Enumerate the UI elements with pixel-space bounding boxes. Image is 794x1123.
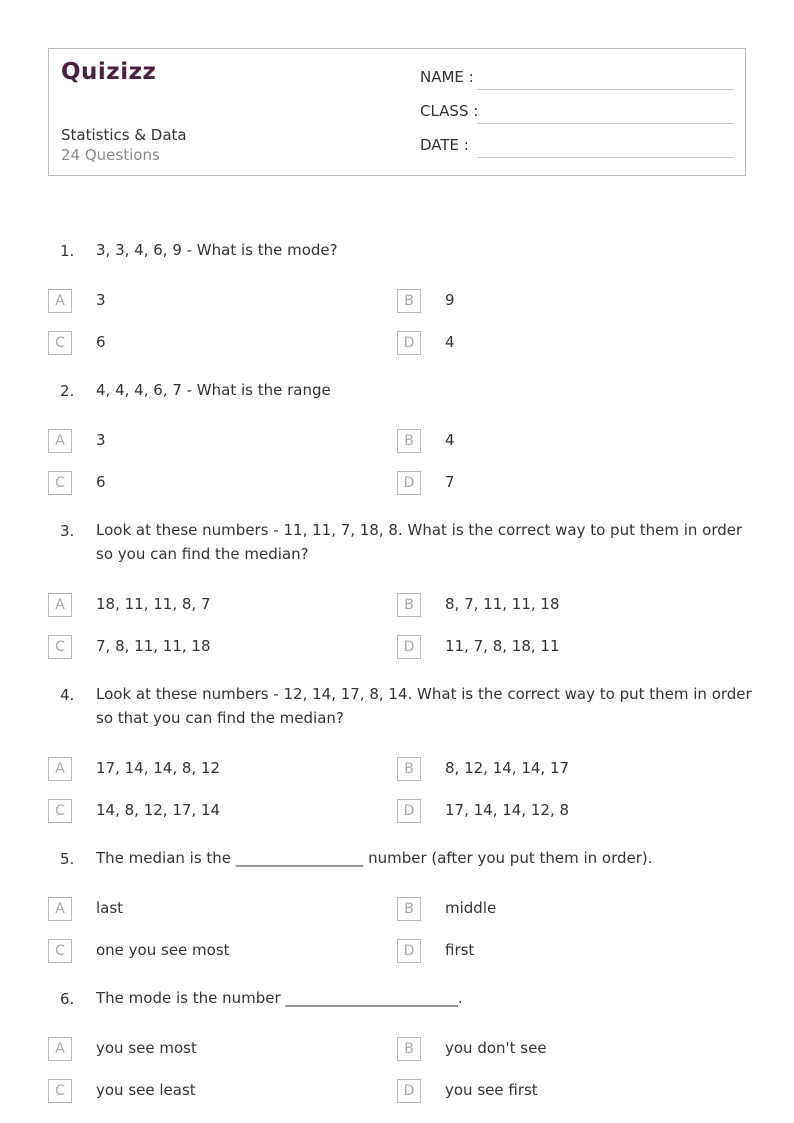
class-line[interactable] — [477, 123, 734, 124]
question-text: 4, 4, 4, 6, 7 - What is the range — [96, 381, 331, 399]
option-letter-box[interactable]: B — [397, 757, 421, 781]
option-text: last — [96, 899, 124, 917]
date-line[interactable] — [477, 157, 734, 158]
question-count: 24 Questions — [61, 146, 160, 164]
option-text: 4 — [445, 333, 455, 351]
q5-option-d[interactable] — [397, 939, 697, 963]
option-text: you see most — [96, 1039, 197, 1057]
option-text: one you see most — [96, 941, 230, 959]
option-text: 6 — [96, 333, 106, 351]
option-letter-box[interactable]: C — [48, 635, 72, 659]
option-text: 17, 14, 14, 8, 12 — [96, 759, 221, 777]
option-text: 18, 11, 11, 8, 7 — [96, 595, 211, 613]
q5-option-b[interactable] — [397, 897, 697, 921]
option-text: 8, 12, 14, 14, 17 — [445, 759, 570, 777]
question-number: 5. — [60, 850, 75, 868]
question-text: The mode is the number _______________________. — [96, 989, 463, 1007]
name-label: NAME : — [420, 68, 474, 86]
q4-option-d[interactable] — [397, 799, 697, 823]
question-number: 2. — [60, 382, 75, 400]
option-letter-box[interactable]: B — [397, 289, 421, 313]
question-text: The median is the _________________ number (after you put them in order). — [96, 849, 653, 867]
class-label: CLASS : — [420, 102, 479, 120]
option-letter-box[interactable]: C — [48, 799, 72, 823]
option-letter-box[interactable]: D — [397, 471, 421, 495]
q2-option-b[interactable] — [397, 429, 697, 453]
option-letter-box[interactable]: A — [48, 593, 72, 617]
option-text: 3 — [96, 291, 106, 309]
option-text: you see least — [96, 1081, 196, 1099]
q5-option-c[interactable] — [48, 939, 348, 963]
option-text: 3 — [96, 431, 106, 449]
option-letter-box[interactable]: C — [48, 331, 72, 355]
q4-option-a[interactable] — [48, 757, 348, 781]
q2-option-c[interactable] — [48, 471, 348, 495]
option-letter-box[interactable]: A — [48, 289, 72, 313]
option-text: 14, 8, 12, 17, 14 — [96, 801, 221, 819]
option-text: 9 — [445, 291, 455, 309]
option-letter-box[interactable]: B — [397, 593, 421, 617]
option-letter-box[interactable]: C — [48, 471, 72, 495]
name-field[interactable] — [420, 68, 734, 88]
option-letter-box[interactable]: D — [397, 331, 421, 355]
q3-option-d[interactable] — [397, 635, 697, 659]
option-text: you see first — [445, 1081, 538, 1099]
option-text: 7 — [445, 473, 455, 491]
q3-option-b[interactable] — [397, 593, 697, 617]
option-text: 8, 7, 11, 11, 18 — [445, 595, 560, 613]
option-text: middle — [445, 899, 497, 917]
q4-option-c[interactable] — [48, 799, 348, 823]
date-field[interactable] — [420, 136, 734, 156]
option-text: 7, 8, 11, 11, 18 — [96, 637, 211, 655]
option-letter-box[interactable]: D — [397, 1079, 421, 1103]
quizizz-logo: Quizizz — [61, 59, 157, 85]
option-letter-box[interactable]: C — [48, 1079, 72, 1103]
option-letter-box[interactable]: D — [397, 635, 421, 659]
q6-option-a[interactable] — [48, 1037, 348, 1061]
q1-option-c[interactable] — [48, 331, 348, 355]
q2-option-a[interactable] — [48, 429, 348, 453]
option-letter-box[interactable]: B — [397, 1037, 421, 1061]
date-label: DATE : — [420, 136, 469, 154]
option-text: 6 — [96, 473, 106, 491]
question-number: 1. — [60, 242, 75, 260]
option-letter-box[interactable]: A — [48, 429, 72, 453]
option-letter-box[interactable]: A — [48, 1037, 72, 1061]
option-letter-box[interactable]: D — [397, 799, 421, 823]
option-text: 4 — [445, 431, 455, 449]
question-number: 4. — [60, 686, 75, 704]
option-text: 11, 7, 8, 18, 11 — [445, 637, 560, 655]
q6-option-d[interactable] — [397, 1079, 697, 1103]
option-letter-box[interactable]: D — [397, 939, 421, 963]
q3-option-c[interactable] — [48, 635, 348, 659]
question-number: 6. — [60, 990, 75, 1008]
option-letter-box[interactable]: B — [397, 897, 421, 921]
name-line[interactable] — [477, 89, 734, 90]
q1-option-a[interactable] — [48, 289, 348, 313]
q2-option-d[interactable] — [397, 471, 697, 495]
option-text: you don't see — [445, 1039, 547, 1057]
q5-option-a[interactable] — [48, 897, 348, 921]
option-letter-box[interactable]: C — [48, 939, 72, 963]
option-letter-box[interactable]: A — [48, 897, 72, 921]
class-field[interactable] — [420, 102, 734, 122]
q1-option-b[interactable] — [397, 289, 697, 313]
question-text: Look at these numbers - 12, 14, 17, 8, 14. What is the correct way to put them in order so that you can find the median? — [96, 685, 752, 727]
q6-option-c[interactable] — [48, 1079, 348, 1103]
q4-option-b[interactable] — [397, 757, 697, 781]
q3-option-a[interactable] — [48, 593, 348, 617]
option-letter-box[interactable]: B — [397, 429, 421, 453]
option-text: 17, 14, 14, 12, 8 — [445, 801, 570, 819]
q6-option-b[interactable] — [397, 1037, 697, 1061]
option-letter-box[interactable]: A — [48, 757, 72, 781]
question-number: 3. — [60, 522, 75, 540]
question-text: Look at these numbers - 11, 11, 7, 18, 8. What is the correct way to put them in order so you can find the median? — [96, 521, 743, 563]
worksheet-title: Statistics & Data — [61, 126, 187, 144]
question-text: 3, 3, 4, 6, 9 - What is the mode? — [96, 241, 338, 259]
worksheet-header — [48, 48, 746, 176]
option-text: first — [445, 941, 475, 959]
q1-option-d[interactable] — [397, 331, 697, 355]
